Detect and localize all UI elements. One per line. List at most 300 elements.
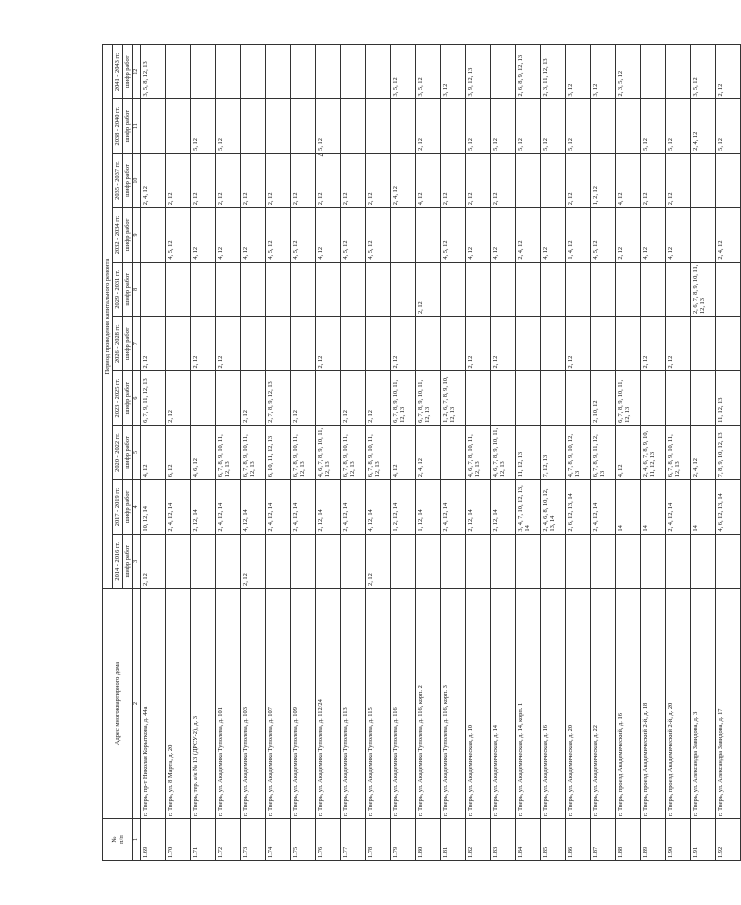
- work-code-cell: 2, 12: [640, 153, 665, 207]
- column-index: 9: [133, 208, 141, 262]
- work-code-cell: [390, 99, 415, 153]
- work-code-cell: 14: [690, 480, 715, 534]
- row-address: г. Тверь, ул. Академика Туполева, д. 103: [240, 589, 265, 819]
- work-code-cell: [415, 208, 440, 262]
- work-code-cell: 4, 12, 14: [365, 480, 390, 534]
- work-code-cell: [715, 153, 740, 207]
- work-code-cell: 4, 5, 12: [165, 208, 190, 262]
- work-code-cell: [340, 99, 365, 153]
- row-number: 1.88: [615, 819, 640, 861]
- header-period-group: Период проведения капитального ремонта: [103, 45, 113, 589]
- header-work-code: шифр работ: [123, 262, 133, 316]
- work-code-cell: 4, 6, 12: [190, 425, 215, 479]
- work-code-cell: 2, 12: [440, 153, 465, 207]
- work-code-cell: 4, 6, 7, 8, 9, 10, 11, 12, 13: [315, 425, 340, 479]
- work-code-cell: [565, 262, 590, 316]
- work-code-cell: [690, 208, 715, 262]
- work-code-cell: [690, 153, 715, 207]
- work-code-cell: [565, 534, 590, 588]
- work-code-cell: 2, 4, 12: [715, 208, 740, 262]
- work-code-cell: 2, 12, 14: [465, 480, 490, 534]
- work-code-cell: 10, 12, 14: [140, 480, 165, 534]
- work-code-cell: [665, 534, 690, 588]
- work-code-cell: [490, 262, 515, 316]
- work-code-cell: 2, 10, 12: [590, 371, 615, 425]
- work-code-cell: 2, 12: [490, 153, 515, 207]
- work-code-cell: [715, 317, 740, 371]
- work-code-cell: 2, 12: [490, 317, 515, 371]
- work-code-cell: 4, 12: [415, 153, 440, 207]
- work-code-cell: 6, 7, 8, 9, 10, 11, 12, 13: [340, 425, 365, 479]
- row-number: 1.73: [240, 819, 265, 861]
- work-code-cell: [190, 534, 215, 588]
- work-code-cell: [215, 371, 240, 425]
- row-address: г. Тверь, тер. а/к № 13 (ДРСУ-2), д. 3: [190, 589, 215, 819]
- table-row: [640, 45, 665, 861]
- header-period: 2017 - 2019 гг.: [113, 480, 123, 534]
- row-number: 1.86: [565, 819, 590, 861]
- work-code-cell: [165, 534, 190, 588]
- table-row: [590, 45, 615, 861]
- table-row: [490, 45, 515, 861]
- work-code-cell: 4, 5, 12: [440, 208, 465, 262]
- work-code-cell: 5, 12: [315, 99, 340, 153]
- row-address: г. Тверь, пр-т Николая Корыткова, д. 44а: [140, 589, 165, 819]
- work-code-cell: 2, 12: [140, 317, 165, 371]
- table-row: [615, 45, 640, 861]
- rotated-table-wrapper: [102, 45, 724, 861]
- work-code-cell: 2, 4, 12, 14: [265, 480, 290, 534]
- row-number: 1.72: [215, 819, 240, 861]
- work-code-cell: [540, 371, 565, 425]
- row-address: г. Тверь, ул. Академическая, д. 16: [540, 589, 565, 819]
- work-code-cell: 4, 5, 12: [290, 208, 315, 262]
- row-number: 1.82: [465, 819, 490, 861]
- work-code-cell: 6, 12: [165, 425, 190, 479]
- work-code-cell: 3, 12: [440, 45, 465, 99]
- column-index: 7: [133, 317, 141, 371]
- work-code-cell: 1, 12, 14: [415, 480, 440, 534]
- work-code-cell: 3, 5, 8, 12, 13: [140, 45, 165, 99]
- work-code-cell: [165, 45, 190, 99]
- row-number: 1.74: [265, 819, 290, 861]
- work-code-cell: 2, 12: [290, 153, 315, 207]
- work-code-cell: 2, 4, 12, 14: [590, 480, 615, 534]
- row-number: 1.69: [140, 819, 165, 861]
- work-code-cell: [615, 534, 640, 588]
- work-code-cell: 4, 5, 12: [340, 208, 365, 262]
- work-code-cell: 2, 12: [165, 371, 190, 425]
- work-code-cell: 4, 5, 12: [590, 208, 615, 262]
- row-number: 1.71: [190, 819, 215, 861]
- work-code-cell: [265, 262, 290, 316]
- work-code-cell: 5, 12: [215, 99, 240, 153]
- work-code-cell: 2, 12: [365, 153, 390, 207]
- header-work-code: шифр работ: [123, 425, 133, 479]
- work-code-cell: [290, 534, 315, 588]
- column-index: 2: [133, 589, 141, 819]
- table-row: [240, 45, 265, 861]
- work-code-cell: [565, 371, 590, 425]
- header-row-1: [103, 45, 113, 861]
- work-code-cell: 2, 3, 5, 12: [615, 45, 640, 99]
- header-period: 2026 - 2028 гг.: [113, 317, 123, 371]
- row-address: г. Тверь, ул. Александра Завидова, д. 17: [715, 589, 740, 819]
- work-code-cell: [690, 317, 715, 371]
- work-code-cell: 4, 12: [490, 208, 515, 262]
- work-code-cell: 5, 12: [640, 99, 665, 153]
- row-address: г. Тверь, ул. Академика Туполева, д. 113: [340, 589, 365, 819]
- row-number: 1.70: [165, 819, 190, 861]
- work-code-cell: 1, 4, 12: [565, 208, 590, 262]
- work-code-cell: [440, 262, 465, 316]
- row-number: 1.79: [390, 819, 415, 861]
- column-index: 4: [133, 480, 141, 534]
- work-code-cell: 2, 12: [665, 317, 690, 371]
- table-row: [215, 45, 240, 861]
- work-code-cell: 4, 12: [190, 208, 215, 262]
- work-code-cell: [315, 45, 340, 99]
- table-row: [465, 45, 490, 861]
- header-period: 2032 - 2034 гг.: [113, 208, 123, 262]
- work-code-cell: [640, 262, 665, 316]
- work-code-cell: 6, 7, 8, 9, 10, 11, 12, 13: [365, 425, 390, 479]
- row-address: г. Тверь, ул. Академика Туполева, д. 116, корп. 2: [415, 589, 440, 819]
- header-num: № п/п: [103, 819, 133, 861]
- work-code-cell: 3, 12: [590, 45, 615, 99]
- work-code-cell: 3, 4, 7, 10, 12, 13, 14: [515, 480, 540, 534]
- work-code-cell: 2, 12: [565, 317, 590, 371]
- header-work-code: шифр работ: [123, 534, 133, 588]
- work-code-cell: 4, 6, 7, 8, 10, 11, 12, 13: [465, 425, 490, 479]
- work-code-cell: 2, 12: [615, 208, 640, 262]
- work-code-cell: [440, 317, 465, 371]
- work-code-cell: 14: [615, 480, 640, 534]
- header-address: Адрес многоквартирного дома: [103, 589, 133, 819]
- work-code-cell: 6, 7, 9, 11, 12, 13: [140, 371, 165, 425]
- work-code-cell: 1, 2, 12, 14: [390, 480, 415, 534]
- work-code-cell: [615, 262, 640, 316]
- row-number: 1.83: [490, 819, 515, 861]
- work-code-cell: [590, 262, 615, 316]
- row-address: г. Тверь, ул. 8 Марта, д. 20: [165, 589, 190, 819]
- work-code-cell: 2, 12: [415, 262, 440, 316]
- row-address: г. Тверь, ул. Академика Туполева, д. 115: [365, 589, 390, 819]
- work-code-cell: 2, 4, 12, 14: [215, 480, 240, 534]
- row-number: 1.92: [715, 819, 740, 861]
- header-work-code: шифр работ: [123, 317, 133, 371]
- work-code-cell: 6, 7, 8, 9, 10, 11, 12, 13: [240, 425, 265, 479]
- work-code-cell: 2, 12: [365, 371, 390, 425]
- work-code-cell: 5, 12: [490, 99, 515, 153]
- work-code-cell: [365, 317, 390, 371]
- work-code-cell: [440, 425, 465, 479]
- work-code-cell: [515, 317, 540, 371]
- row-address: г. Тверь, ул. Академическая, д. 20: [565, 589, 590, 819]
- work-code-cell: 4, 5, 12: [365, 208, 390, 262]
- work-code-cell: 11, 12, 13: [515, 425, 540, 479]
- work-code-cell: 2, 12: [315, 153, 340, 207]
- row-number: 1.80: [415, 819, 440, 861]
- work-code-cell: 5, 12: [515, 99, 540, 153]
- work-code-cell: 2, 12: [290, 371, 315, 425]
- table-row: [315, 45, 340, 861]
- work-code-cell: [340, 45, 365, 99]
- work-code-cell: 7, 12, 13: [540, 425, 565, 479]
- work-code-cell: [515, 153, 540, 207]
- page-number: 7: [315, 152, 325, 157]
- work-code-cell: [415, 534, 440, 588]
- row-address: г. Тверь, ул. Академика Туполева, д. 116: [390, 589, 415, 819]
- work-code-cell: 2, 12: [640, 317, 665, 371]
- work-code-cell: [465, 371, 490, 425]
- work-code-cell: [240, 99, 265, 153]
- work-code-cell: [390, 262, 415, 316]
- work-code-cell: [540, 534, 565, 588]
- work-code-cell: 2, 6, 8, 9, 12, 13: [515, 45, 540, 99]
- work-code-cell: [290, 317, 315, 371]
- work-code-cell: 4, 12: [540, 208, 565, 262]
- work-code-cell: 6, 7, 8, 9, 10, 11, 12, 13: [215, 425, 240, 479]
- work-code-cell: 4, 12: [615, 425, 640, 479]
- table-row: [365, 45, 390, 861]
- table-row: [665, 45, 690, 861]
- work-code-cell: [290, 262, 315, 316]
- table-row: [540, 45, 565, 861]
- work-code-cell: [290, 45, 315, 99]
- work-code-cell: [265, 534, 290, 588]
- work-code-cell: [665, 262, 690, 316]
- work-code-cell: [515, 371, 540, 425]
- work-code-cell: [140, 99, 165, 153]
- work-code-cell: 2, 4, 6, 8, 10, 12, 13, 14: [540, 480, 565, 534]
- work-code-cell: [190, 371, 215, 425]
- table-row: [690, 45, 715, 861]
- header-work-code: шифр работ: [123, 371, 133, 425]
- work-code-cell: [340, 262, 365, 316]
- header-period: 2035 - 2037 гг.: [113, 153, 123, 207]
- work-code-cell: 3, 5, 12: [390, 45, 415, 99]
- work-code-cell: [140, 208, 165, 262]
- work-code-cell: 3, 5, 12: [415, 45, 440, 99]
- header-period: 2038 - 2040 гг.: [113, 99, 123, 153]
- work-code-cell: [690, 534, 715, 588]
- work-code-cell: [315, 262, 340, 316]
- work-code-cell: 7, 8, 9, 10, 12, 13: [715, 425, 740, 479]
- work-code-cell: [265, 45, 290, 99]
- work-code-cell: 6, 7, 8, 9, 11, 12, 13: [590, 425, 615, 479]
- work-code-cell: [590, 99, 615, 153]
- work-code-cell: 2, 12: [715, 45, 740, 99]
- work-code-cell: 2, 12: [215, 153, 240, 207]
- work-code-cell: [440, 99, 465, 153]
- row-number: 1.91: [690, 819, 715, 861]
- work-code-cell: 2, 12: [190, 317, 215, 371]
- work-code-cell: 3, 5, 12: [690, 45, 715, 99]
- work-code-cell: [215, 262, 240, 316]
- header-index-row: [133, 45, 141, 861]
- work-code-cell: 3, 9, 12, 13: [465, 45, 490, 99]
- row-number: 1.77: [340, 819, 365, 861]
- table-row: [390, 45, 415, 861]
- work-code-cell: [315, 534, 340, 588]
- work-code-cell: [640, 371, 665, 425]
- work-code-cell: [590, 534, 615, 588]
- work-code-cell: 2, 4, 12, 14: [440, 480, 465, 534]
- work-code-cell: [365, 99, 390, 153]
- header-period: 2041 - 2043 гг.: [113, 45, 123, 99]
- header-period: 2020 - 2022 гг.: [113, 425, 123, 479]
- work-code-cell: 2, 4, 6, 7, 8, 9, 10, 11, 12, 13: [640, 425, 665, 479]
- table-row: [515, 45, 540, 861]
- repair-schedule-table: [102, 44, 741, 861]
- work-code-cell: 2, 12: [140, 534, 165, 588]
- work-code-cell: 4, 12: [240, 208, 265, 262]
- work-code-cell: [690, 371, 715, 425]
- row-address: г. Тверь, ул. Академическая, д. 14, корп. 1: [515, 589, 540, 819]
- work-code-cell: 2, 12: [465, 317, 490, 371]
- row-number: 1.90: [665, 819, 690, 861]
- work-code-cell: 4, 12, 14: [240, 480, 265, 534]
- work-code-cell: 3, 12: [565, 45, 590, 99]
- table-row: [340, 45, 365, 861]
- work-code-cell: 14: [640, 480, 665, 534]
- work-code-cell: 6, 7, 8, 9, 10, 11, 12, 13: [665, 425, 690, 479]
- work-code-cell: 4, 12: [140, 425, 165, 479]
- row-address: г. Тверь, проезд Академический 2-й, д. 20: [665, 589, 690, 819]
- row-address: г. Тверь, ул. Академика Туполева, д. 116, корп. 3: [440, 589, 465, 819]
- work-code-cell: [215, 534, 240, 588]
- work-code-cell: 4, 12: [665, 208, 690, 262]
- work-code-cell: 2, 12: [240, 371, 265, 425]
- work-code-cell: 2, 6, 7, 8, 9, 10, 11, 12, 13: [690, 262, 715, 316]
- row-address: г. Тверь, ул. Александра Завидова, д. 3: [690, 589, 715, 819]
- work-code-cell: 4, 12: [390, 425, 415, 479]
- column-index: 6: [133, 371, 141, 425]
- work-code-cell: 2, 4, 12: [140, 153, 165, 207]
- work-code-cell: 2, 12, 14: [315, 480, 340, 534]
- work-code-cell: [615, 99, 640, 153]
- work-code-cell: [190, 262, 215, 316]
- column-index: 1: [133, 819, 141, 861]
- work-code-cell: 2, 12: [665, 153, 690, 207]
- row-address: г. Тверь, ул. Академика Туполева, д. 109: [290, 589, 315, 819]
- column-index: 8: [133, 262, 141, 316]
- work-code-cell: [340, 317, 365, 371]
- work-code-cell: 2, 12: [365, 534, 390, 588]
- work-code-cell: 2, 12: [215, 317, 240, 371]
- work-code-cell: [315, 371, 340, 425]
- table-row: [565, 45, 590, 861]
- work-code-cell: 2, 4, 12, 14: [665, 480, 690, 534]
- work-code-cell: [140, 262, 165, 316]
- work-code-cell: 2, 12: [315, 317, 340, 371]
- table-row: [290, 45, 315, 861]
- work-code-cell: [440, 534, 465, 588]
- work-code-cell: 2, 12: [265, 153, 290, 207]
- table-row: [440, 45, 465, 861]
- work-code-cell: 2, 12: [190, 153, 215, 207]
- row-number: 1.78: [365, 819, 390, 861]
- table-row: [715, 45, 740, 861]
- work-code-cell: 4, 5, 12: [265, 208, 290, 262]
- header-period: 2023 - 2025 гг.: [113, 371, 123, 425]
- work-code-cell: [490, 45, 515, 99]
- work-code-cell: 2, 3, 11, 12, 13: [540, 45, 565, 99]
- header-work-code: шифр работ: [123, 153, 133, 207]
- work-code-cell: 11, 12, 13: [715, 371, 740, 425]
- work-code-cell: [340, 534, 365, 588]
- work-code-cell: 2, 12, 14: [490, 480, 515, 534]
- work-code-cell: 1, 2, 12: [590, 153, 615, 207]
- work-code-cell: [240, 317, 265, 371]
- row-number: 1.85: [540, 819, 565, 861]
- work-code-cell: 4, 12: [615, 153, 640, 207]
- work-code-cell: 4, 12: [640, 208, 665, 262]
- column-index: 10: [133, 153, 141, 207]
- work-code-cell: 4, 6, 7, 8, 9, 10, 11, 12, 13: [490, 425, 515, 479]
- work-code-cell: 2, 12: [390, 317, 415, 371]
- work-code-cell: 2, 12: [340, 153, 365, 207]
- row-address: г. Тверь, ул. Академическая, д. 14: [490, 589, 515, 819]
- work-code-cell: 4, 12: [315, 208, 340, 262]
- work-code-cell: [390, 208, 415, 262]
- work-code-cell: [165, 262, 190, 316]
- work-code-cell: 4, 6, 12, 13, 14: [715, 480, 740, 534]
- column-index: 3: [133, 534, 141, 588]
- work-code-cell: 2, 4, 12, 14: [165, 480, 190, 534]
- row-number: 1.89: [640, 819, 665, 861]
- row-number: 1.75: [290, 819, 315, 861]
- work-code-cell: 2, 4, 12, 14: [290, 480, 315, 534]
- row-address: г. Тверь, проезд Академический, д. 16: [615, 589, 640, 819]
- work-code-cell: [465, 534, 490, 588]
- table-body: [140, 45, 740, 861]
- work-code-cell: 2, 12: [465, 153, 490, 207]
- work-code-cell: 5, 12: [465, 99, 490, 153]
- work-code-cell: [240, 262, 265, 316]
- work-code-cell: 2, 7, 8, 9, 12, 13: [265, 371, 290, 425]
- row-number: 1.87: [590, 819, 615, 861]
- work-code-cell: 1, 2, 6, 7, 8, 9, 10, 12, 13: [440, 371, 465, 425]
- work-code-cell: 2, 12: [240, 153, 265, 207]
- work-code-cell: 2, 12: [165, 153, 190, 207]
- row-address: г. Тверь, ул. Академика Туполева, д. 112/24: [315, 589, 340, 819]
- row-address: г. Тверь, ул. Академическая, д. 22: [590, 589, 615, 819]
- work-code-cell: 6, 7, 8, 9, 10, 11, 12, 13: [390, 371, 415, 425]
- work-code-cell: 5, 12: [540, 99, 565, 153]
- row-number: 1.81: [440, 819, 465, 861]
- work-code-cell: [640, 45, 665, 99]
- work-code-cell: [190, 45, 215, 99]
- row-address: г. Тверь, ул. Академическая, д. 10: [465, 589, 490, 819]
- work-code-cell: 2, 12: [240, 534, 265, 588]
- work-code-cell: [165, 317, 190, 371]
- work-code-cell: 6, 7, 8, 9, 10, 11, 12, 13: [415, 371, 440, 425]
- work-code-cell: [540, 317, 565, 371]
- column-index: 5: [133, 425, 141, 479]
- work-code-cell: [240, 45, 265, 99]
- table-row: [190, 45, 215, 861]
- column-index: 12: [133, 45, 141, 99]
- work-code-cell: 2, 4, 12: [415, 425, 440, 479]
- work-code-cell: [265, 317, 290, 371]
- work-code-cell: [540, 262, 565, 316]
- work-code-cell: 5, 12: [190, 99, 215, 153]
- work-code-cell: 2, 12: [340, 371, 365, 425]
- work-code-cell: [390, 534, 415, 588]
- work-code-cell: 2, 4, 12, 14: [340, 480, 365, 534]
